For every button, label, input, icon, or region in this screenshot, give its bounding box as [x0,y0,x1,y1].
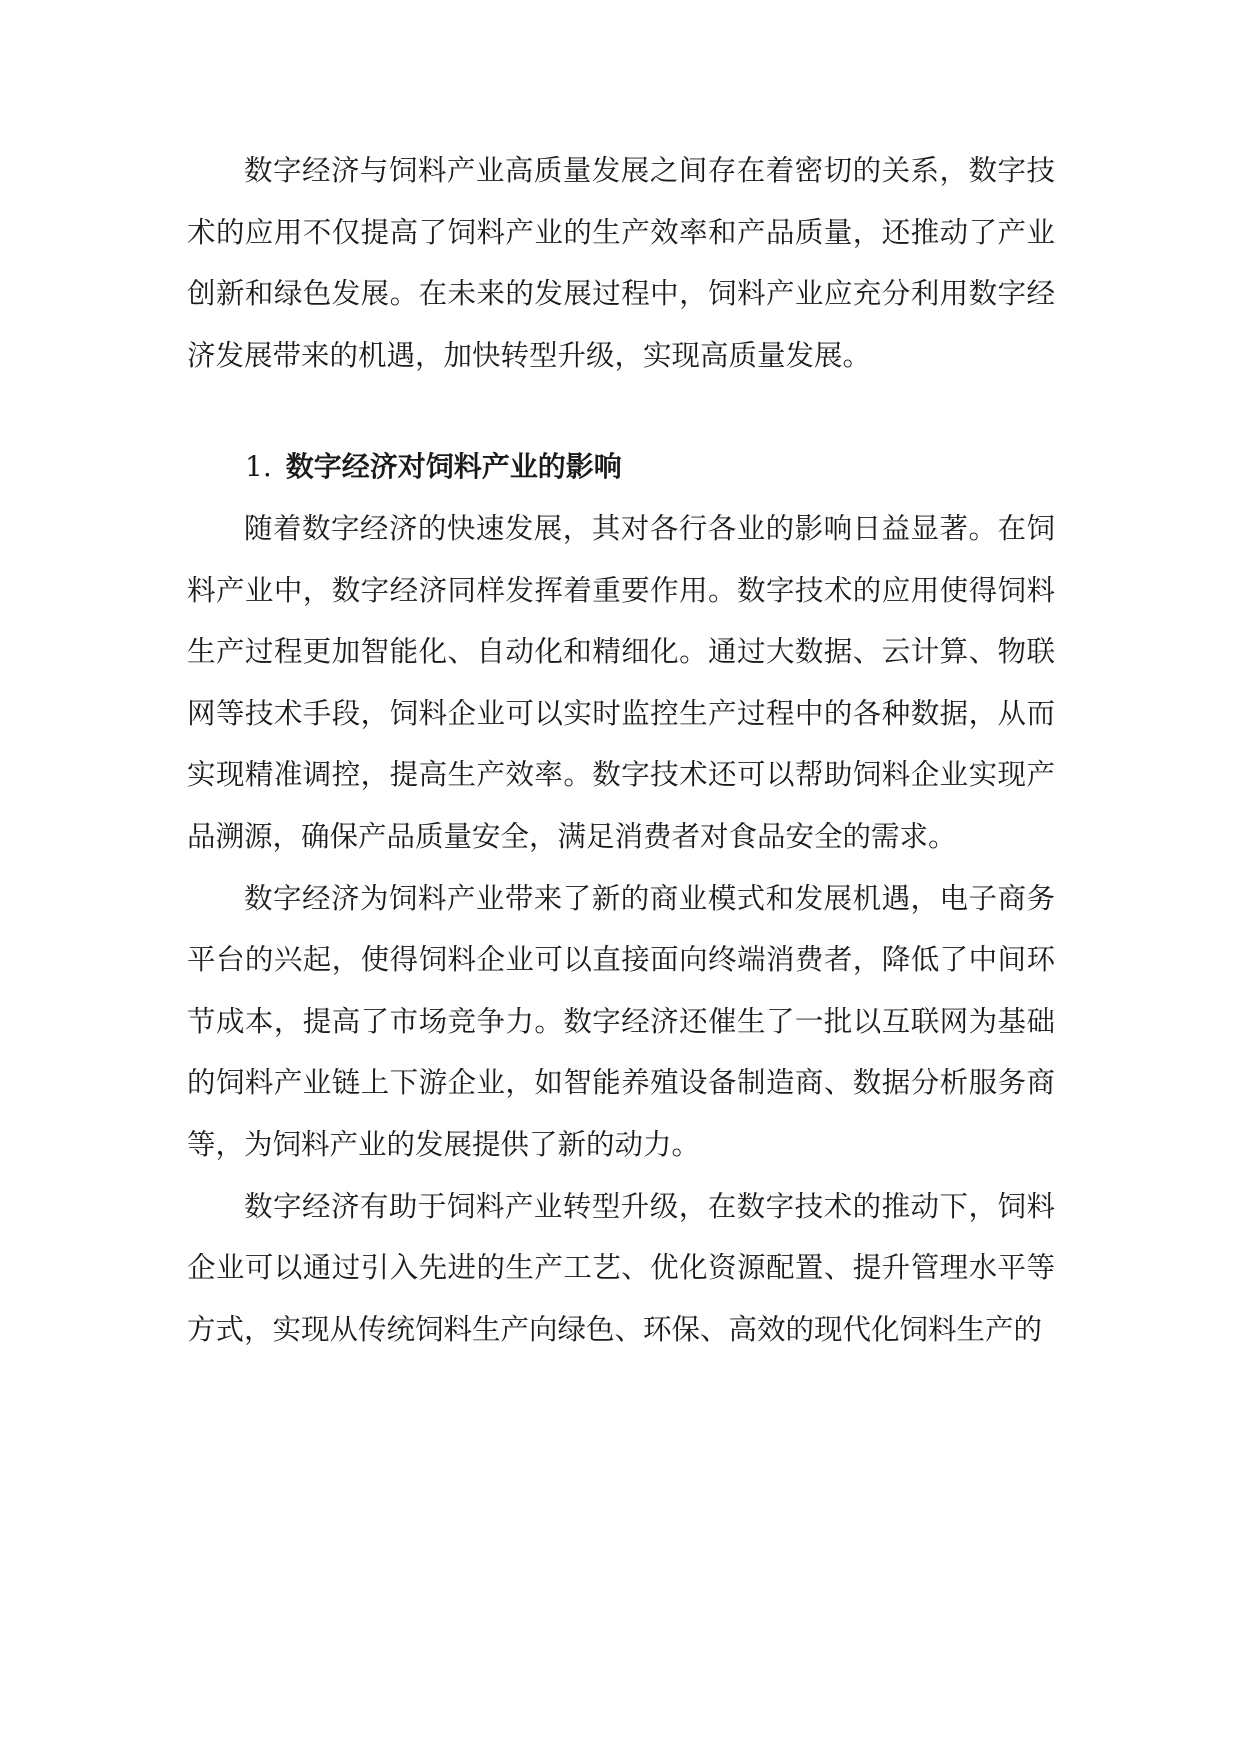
body-paragraph-2: 数字经济为饲料产业带来了新的商业模式和发展机遇，电子商务平台的兴起，使得饲料企业可以直接面向终端消费者，降低了中间环节成本，提高了市场竞争力。数字经济还催生了一批以互联网为基础的饲料产业链上下游企业，如智能养殖设备制造商、数据分析服务商等，为饲料产业的发展提供了新的动力。 [187,881,1055,1161]
section-number: 1. [245,450,272,484]
body-paragraph-1: 随着数字经济的快速发展，其对各行各业的影响日益显著。在饲料产业中，数字经济同样发挥着重要作用。数字技术的应用使得饲料生产过程更加智能化、自动化和精细化。通过大数据、云计算、物联网等技术手段，饲料企业可以实时监控生产过程中的各种数据，从而实现精准调控，提高生产效率。数字技术还可以帮助饲料企业实现产品溯源，确保产品质量安全，满足消费者对食品安全的需求。 [187,511,1055,853]
document-body [187,140,1055,1360]
intro-paragraph: 数字经济与饲料产业高质量发展之间存在着密切的关系，数字技术的应用不仅提高了饲料产业的生产效率和产品质量，还推动了产业创新和绿色发展。在未来的发展过程中，饲料产业应充分利用数字经济发展带来的机遇，加快转型升级，实现高质量发展。 [187,154,1055,372]
section-heading [187,436,1055,498]
body-paragraph-3: 数字经济有助于饲料产业转型升级，在数字技术的推动下，饲料企业可以通过引入先进的生产工艺、优化资源配置、提升管理水平等方式，实现从传统饲料生产向绿色、环保、高效的现代化饲料生产的 [187,1189,1055,1346]
section-title: 数字经济对饲料产业的影响 [285,450,622,484]
